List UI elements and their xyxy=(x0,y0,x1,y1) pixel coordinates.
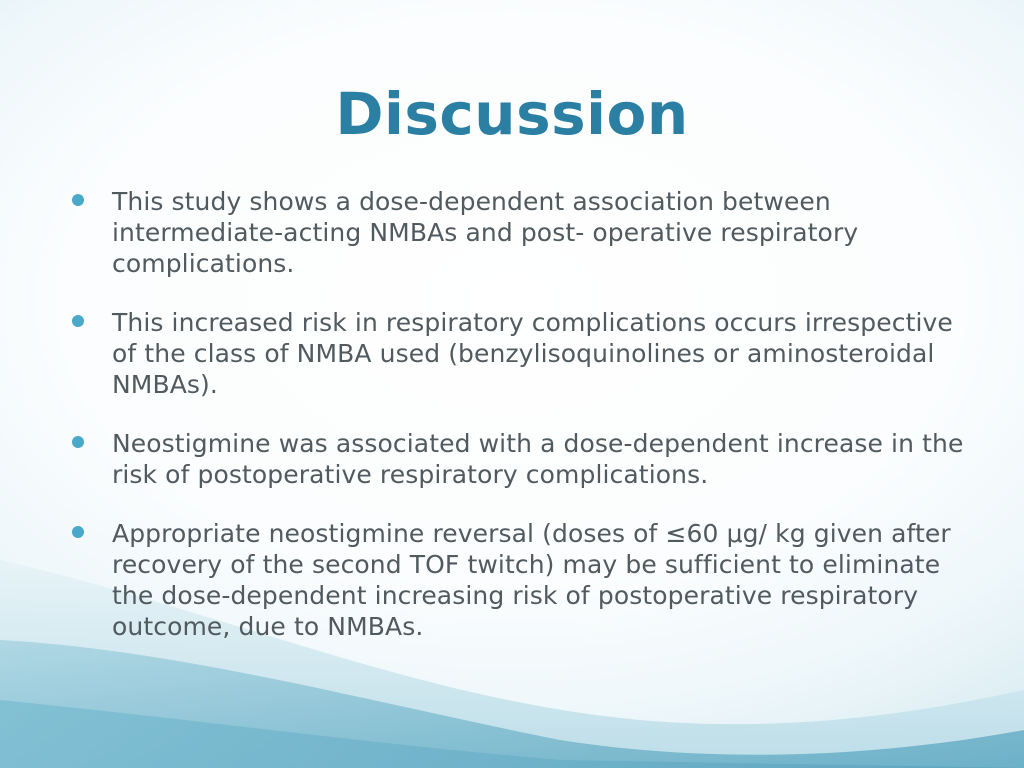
bullet-item xyxy=(72,186,972,279)
bullet-text: This increased risk in respiratory complications occurs irrespective of the class of NMBA used (benzylisoquinolines or aminosteroidal NMBAs). xyxy=(112,308,953,399)
slide-title: Discussion xyxy=(335,80,689,148)
bullet-item xyxy=(72,307,972,400)
bullet-text: This study shows a dose-dependent association between intermediate-acting NMBAs and post- operative respiratory complications. xyxy=(112,187,859,278)
bullet-dot-icon xyxy=(72,526,84,538)
bullet-list xyxy=(72,186,972,670)
bullet-dot-icon xyxy=(72,436,84,448)
bullet-text: Appropriate neostigmine reversal (doses of ≤60 μg/ kg given after recovery of the second TOF twitch) may be sufficient to eliminate the dose-dependent increasing risk of postoperative respiratory outcome, due to NMBAs. xyxy=(112,519,951,641)
bullet-dot-icon xyxy=(72,194,84,206)
bullet-dot-icon xyxy=(72,315,84,327)
bullet-item xyxy=(72,428,972,490)
bullet-item xyxy=(72,518,972,642)
bullet-text: Neostigmine was associated with a dose-dependent increase in the risk of postoperative respiratory complications. xyxy=(112,429,964,489)
